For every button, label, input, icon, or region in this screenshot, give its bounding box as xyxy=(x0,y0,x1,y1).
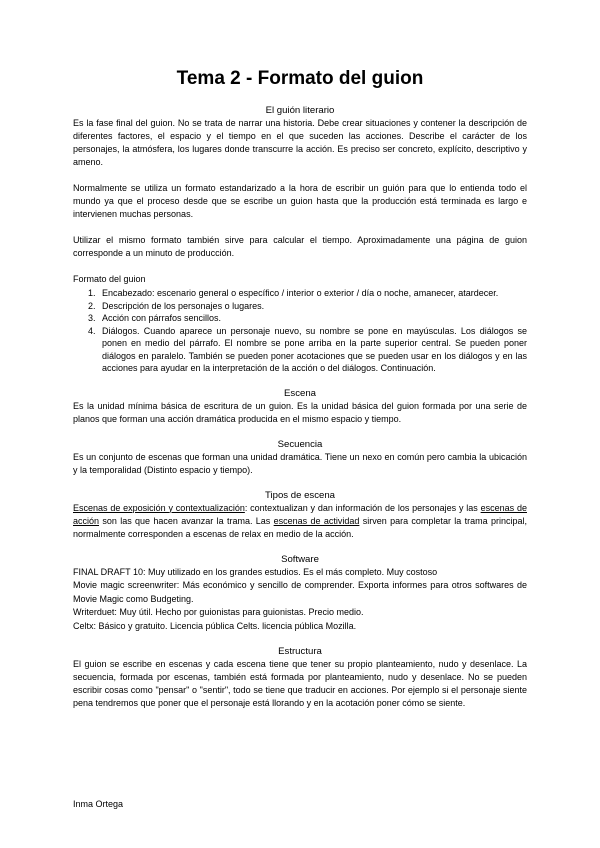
software-line: Movie magic screenwriter: Más económico y sencillo de comprender. Exporta informes para otros softwares de Movie Magic como Budgeting. xyxy=(73,580,527,604)
section-software xyxy=(73,553,527,634)
list-item: 4. Diálogos. Cuando aparece un personaje nuevo, su nombre se pone en mayúsculas. Los diálogos se ponen en medio del párrafo. El nombre se pone arriba en la parte superior central. Se pueden poner diálogos en paralelo. También se pueden poner acotaciones que se pueden usar en los diálogos y en las acciones para ayudar en la interpretación de la acción o del diálogos. Continuación. xyxy=(98,325,527,375)
heading-software: Software xyxy=(281,553,319,565)
paragraph-estructura: El guion se escribe en escenas y cada escena tiene que tener su propio planteamiento, nudo y desenlace. La secuencia, formada por escenas, también está formada por planteamiento, nudo y desenlace. No se pueden escribir cosas como "pensar" o "sentir", todo se tiene que traducir en acciones. Por ejemplo si el personaje siente pena tendremos que poner que el personaje está llorando y en la acotación poner cómo se siente. xyxy=(73,659,527,708)
list-item: 3. Acción con párrafos sencillos. xyxy=(98,312,527,325)
section-estructura xyxy=(73,645,527,710)
format-list xyxy=(73,287,527,375)
paragraph-definicion: Es la fase final del guion. No se trata de narrar una historia. Debe crear situaciones y contener la descripción de diferentes factores, el espacio y el tiempo en el que suceden las acciones. Describe el carácter de los personajes, la atmósfera, los lugares donde transcurre la acción. Es preciso ser concreto, explícito, descriptivo y ameno. xyxy=(73,118,527,167)
page-title: Tema 2 - Formato del guion xyxy=(176,68,424,89)
paragraph-tipos-escena: Escenas de exposición y contextualización: contextualizan y dan información de los personajes y las escenas de acción son las que hacen avanzar la trama. Las escenas de actividad sirven para completar la trama principal, normalmente corresponden a escenas de relax en medio de la acción. xyxy=(73,502,527,539)
paragraph-formato-estandar: Normalmente se utiliza un formato estandarizado a la hora de escribir un guión para que lo entienda todo el mundo ya que el proceso desde que se escribe un guion hasta que la producción está terminada es largo e intervienen muchas personas. xyxy=(73,183,527,219)
term-exposicion: Escenas de exposición y contextualización xyxy=(73,502,245,513)
section-tipos-escena xyxy=(73,489,527,541)
heading-escena: Escena xyxy=(284,387,316,399)
heading-estructura: Estructura xyxy=(278,646,322,657)
paragraph-escena: Es la unidad mínima básica de escritura de un guion. Es la unidad básica del guion formada por una serie de planos que forman una acción dramática producida en el mismo espacio y tiempo. xyxy=(73,400,527,424)
list-item: 2. Descripción de los personajes o lugares. xyxy=(98,300,527,313)
term-accion: escenas de acción xyxy=(73,502,527,526)
paragraph-calculo-tiempo: Utilizar el mismo formato también sirve para calcular el tiempo. Aproximadamente una página de guion corresponde a un minuto de producción. xyxy=(73,235,527,258)
heading-secuencia: Secuencia xyxy=(277,438,323,450)
paragraph-secuencia: Es un conjunto de escenas que forman una unidad dramática. Tiene un nexo en común pero cambia la ubicación y la temporalidad (Distinto espacio y tiempo). xyxy=(73,451,527,475)
software-line: Celtx: Básico y gratuito. Licencia pública Celts. licencia pública Mozilla. xyxy=(73,620,357,631)
list-item: 1. Encabezado: escenario general o específico / interior o exterior / día o noche, amanecer, atardecer. xyxy=(98,287,527,300)
heading-guion-literario: El guión literario xyxy=(265,105,335,116)
heading-tipos-escena: Tipos de escena xyxy=(264,489,336,501)
section-escena xyxy=(73,387,527,426)
software-line: Writerduet: Muy útil. Hecho por guionistas para guionistas. Precio medio. xyxy=(73,607,364,617)
term-actividad: escenas de actividad xyxy=(273,515,360,526)
software-line: FINAL DRAFT 10: Muy utilizado en los grandes estudios. Es el más completo. Muy costoso xyxy=(73,566,438,577)
footer-author: Inma Ortega xyxy=(73,799,124,809)
label-formato-guion: Formato del guion xyxy=(73,274,146,284)
section-secuencia xyxy=(73,438,527,477)
